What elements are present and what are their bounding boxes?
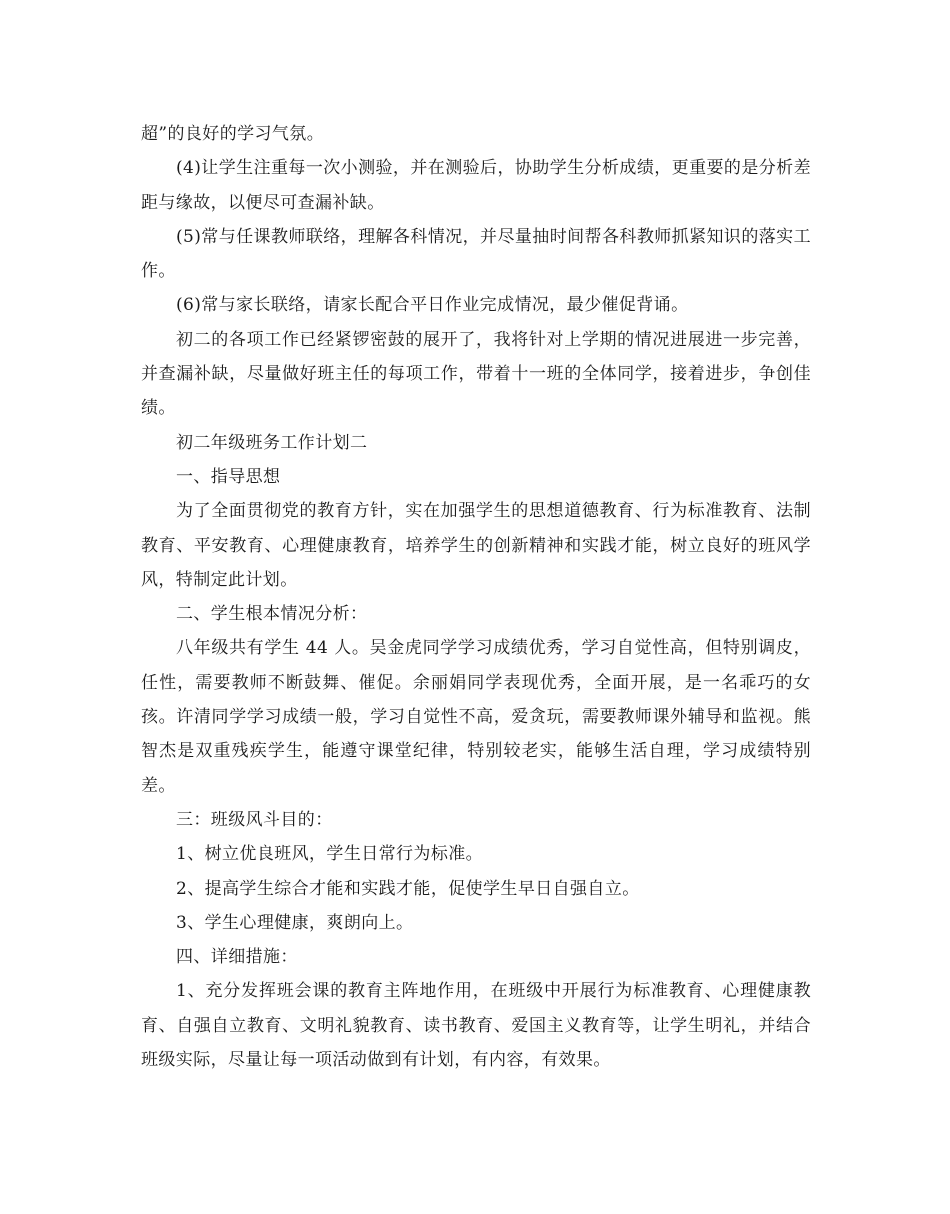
paragraph: (6)常与家长联络，请家长配合平日作业完成情况，最少催促背诵。: [176, 295, 689, 316]
paragraph: (5)常与任课教师联络，理解各科情况，并尽量抽时间帮各科教师抓紧知识的落实工作。: [141, 226, 811, 282]
list-item: 1、充分发挥班会课的教育主阵地作用，在班级中开展行为标准教育、心理健康教育、自强自立教育、文明礼貌教育、读书教育、爱国主义教育等，让学生明礼，并结合班级实际，尽量让每一项活动做到有计划，有内容，有效果。: [141, 981, 811, 1071]
document-body: [141, 117, 811, 1077]
section-heading: 三：班级风斗目的：: [176, 809, 333, 830]
section-heading: 一、指导思想: [176, 466, 281, 487]
list-item: 1、树立优良班风，学生日常行为标准。: [176, 844, 484, 865]
list-item: 2、提高学生综合才能和实践才能，促使学生早日自强自立。: [176, 878, 640, 899]
paragraph: 八年级共有学生 44 人。吴金虎同学学习成绩优秀，学习自觉性高，但特别调皮，任性，需要教师不断鼓舞、催促。余丽娟同学表现优秀，全面开展，是一名乖巧的女孩。许清同学学习成绩一般，学习自觉性不高，爱贪玩，需要教师课外辅导和监视。熊智杰是双重残疾学生，能遵守课堂纪律，特别较老实，能够生活自理，学习成绩特别差。: [141, 638, 811, 796]
section-heading: 四、详细措施：: [176, 947, 298, 968]
paragraph: 为了全面贯彻党的教育方针，实在加强学生的思想道德教育、行为标准教育、法制教育、平安教育、心理健康教育，培养学生的创新精神和实践才能，树立良好的班风学风，特制定此计划。: [141, 501, 811, 590]
paragraph: 初二的各项工作已经紧锣密鼓的展开了，我将针对上学期的情况进展进一步完善，并查漏补缺，尽量做好班主任的每项工作，带着十一班的全体同学，接着进步，争创佳绩。: [141, 329, 811, 419]
section-title: 初二年级班务工作计划二: [176, 432, 368, 453]
list-item: 3、学生心理健康，爽朗向上。: [176, 912, 414, 933]
paragraph: (4)让学生注重每一次小测验，并在测验后，协助学生分析成绩，更重要的是分析差距与缘故，以便尽可查漏补缺。: [141, 158, 811, 213]
section-heading: 二、学生根本情况分析：: [176, 604, 368, 625]
paragraph: 超”的良好的学习气氛。: [141, 124, 325, 144]
